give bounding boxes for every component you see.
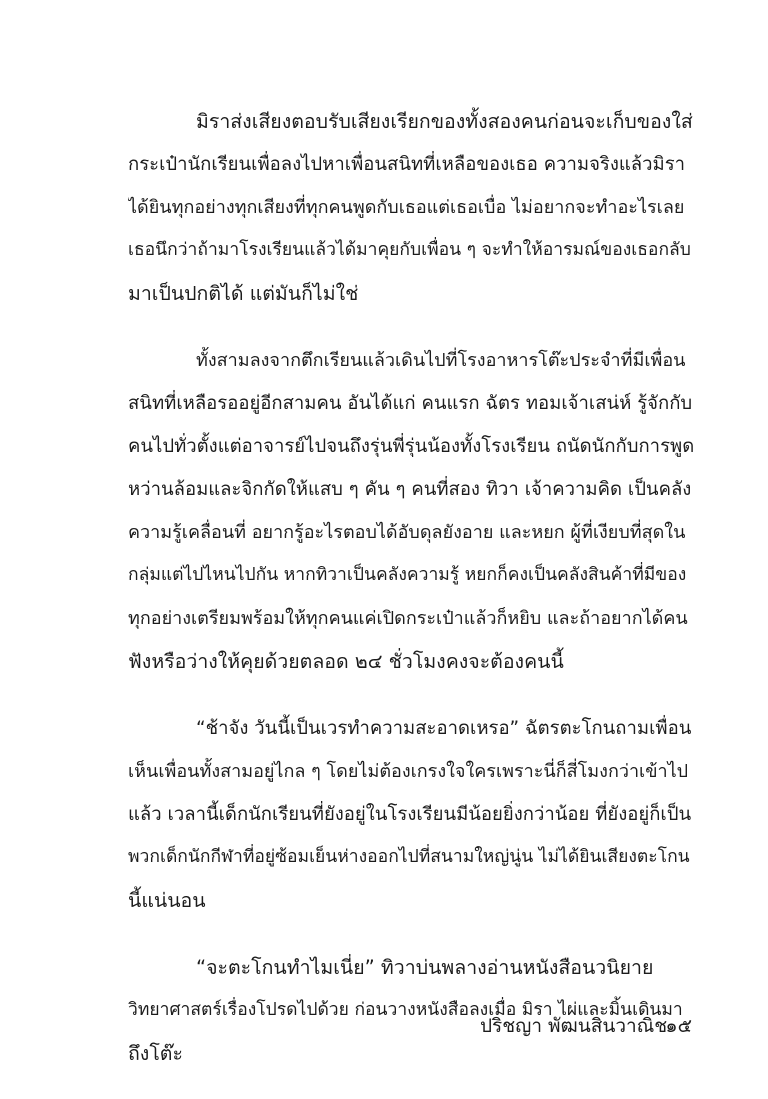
text-line: “จะตะโกนทำไมเนี่ย” ทิวาบ่นพลางอ่านหนังสือนวนิยาย	[196, 956, 654, 979]
text-line: ความรู้เคลื่อนที่ อยากรู้อะไรตอบได้อับดุลยังอาย และหยก ผู้ที่เงียบที่สุดใน	[128, 522, 686, 543]
author-name: ปริชญา พัฒนสินวาณิช	[480, 1015, 668, 1037]
text-line: กลุ่มแต่ไปไหนไปกัน หากทิวาเป็นคลังความรู้ หยกก็คงเป็นคลังสินค้าที่มีของ	[128, 565, 687, 585]
text-line: แล้ว เวลานี้เด็กนักเรียนที่ยังอยู่ในโรงเรียนมีน้อยยิ่งกว่าน้อย ที่ยังอยู่ก็เป็น	[128, 804, 692, 825]
text-line: เห็นเพื่อนทั้งสามอยู่ไกล ๆ โดยไม่ต้องเกรงใจใครเพราะนี่ก็สี่โมงกว่าเข้าไป	[128, 761, 689, 782]
text-line: สนิทที่เหลือรออยู่อีกสามคน อันได้แก่ คนแรก ฉัตร ทอมเจ้าเสน่ห์ รู้จักกับ	[128, 393, 693, 414]
page-number: ๑๕	[665, 1015, 692, 1037]
text-line: มิราส่งเสียงตอบรับเสียงเรียกของทั้งสองคนก่อนจะเก็บของใส่	[196, 110, 693, 133]
text-line: วิทยาศาสตร์เรื่องโปรดไปด้วย ก่อนวางหนังสือลงเมื่อ มิรา ไผ่และมิ้นเดินมา	[128, 1000, 683, 1020]
text-line: ถึงโต๊ะ	[128, 1042, 183, 1065]
paragraph	[128, 339, 696, 683]
paragraph	[128, 100, 696, 315]
text-line: หว่านล้อมและจิกกัดให้แสบ ๆ คัน ๆ คนที่สอง ทิวา เจ้าความคิด เป็นคลัง	[128, 479, 692, 500]
text-line: พวกเด็กนักกีฬาที่อยู่ซ้อมเย็นห่างออกไปที่สนามใหญ่นู่น ไม่ได้ยินเสียงตะโกน	[128, 847, 690, 867]
text-line: นี้แน่นอน	[128, 889, 206, 912]
text-line: คนไปทั่วตั้งแต่อาจารย์ไปจนถึงรุ่นพี่รุ่นน้องทั้งโรงเรียน ถนัดนักกับการพูด	[128, 436, 695, 457]
text-line: ทุกอย่างเตรียมพร้อมให้ทุกคนแค่เปิดกระเป๋าแล้วก็หยิบ และถ้าอยากได้คน	[128, 608, 688, 629]
text-line: ได้ยินทุกอย่างทุกเสียงที่ทุกคนพูดกับเธอแต่เธอเบื่อ ไม่อยากจะทำอะไรเลย	[128, 197, 685, 218]
text-line: เธอนึกว่าถ้ามาโรงเรียนแล้วได้มาคุยกับเพื่อน ๆ จะทำให้อารมณ์ของเธอกลับ	[128, 240, 691, 260]
paragraph	[128, 707, 696, 922]
text-line: ทั้งสามลงจากตึกเรียนแล้วเดินไปที่โรงอาหารโต๊ะประจำที่มีเพื่อน	[196, 350, 686, 371]
text-line: มาเป็นปกติได้ แต่มันก็ไม่ใช่	[128, 282, 359, 305]
page-footer	[480, 1008, 692, 1044]
text-line: ฟังหรือว่างให้คุยด้วยตลอด ๒๔ ชั่วโมงคงจะต้องคนนี้	[128, 650, 564, 673]
text-line: “ช้าจัง วันนี้เป็นเวรทำความสะอาดเหรอ” ฉัตรตะโกนถามเพื่อน	[196, 718, 692, 739]
body-text	[128, 100, 696, 1099]
text-line: กระเป๋านักเรียนเพื่อลงไปหาเพื่อนสนิทที่เหลือของเธอ ความจริงแล้วมิรา	[128, 154, 686, 175]
